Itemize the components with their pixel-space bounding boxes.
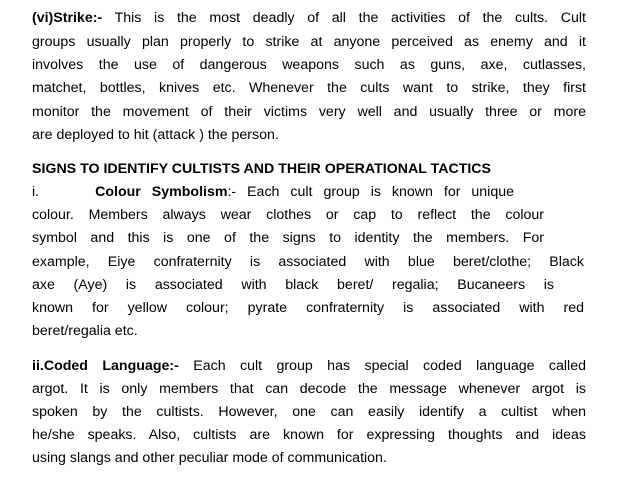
colour-symbolism-line-2: colour. Members always wear clothes or cap to reflect the colour (32, 207, 544, 223)
coded-language-line-1 (32, 355, 586, 377)
strike-paragraph-line-5: monitor the movement of their victims very well and usually three or more (32, 104, 586, 120)
strike-text: This is the most deadly of all the activities of the cults. Cult (102, 10, 586, 26)
strike-paragraph-line-1 (32, 7, 586, 29)
colour-symbolism-line-6: known for yellow colour; pyrate confraternity is associated with red (32, 300, 584, 316)
colour-symbolism-line-5: axe (Aye) is associated with black beret/ regalia; Bucaneers is (32, 277, 554, 293)
colour-symbolism-line-3: symbol and this is one of the signs to identity the members. For (32, 230, 544, 246)
coded-language-line-2: argot. It is only members that can decode the message whenever argot is (32, 381, 586, 397)
colour-symbolism-line-7: beret/regalia etc. (32, 323, 138, 339)
coded-language-text: Each cult group has special coded language called (178, 358, 586, 374)
colour-symbolism-line-4: example, Eiye confraternity is associated with blue beret/clothe; Black (32, 254, 584, 270)
signs-heading: SIGNS TO IDENTIFY CULTISTS AND THEIR OPERATIONAL TACTICS (32, 161, 492, 177)
strike-paragraph-line-3: involves the use of dangerous weapons such as guns, axe, cutlasses, (32, 57, 586, 73)
coded-language-line-4: he/she speaks. Also, cultists are known for expressing thoughts and ideas (32, 427, 586, 443)
coded-language-title: ii.Coded Language:- (32, 358, 179, 374)
strike-paragraph-line-6: are deployed to hit (attack ) the person. (32, 127, 279, 143)
coded-language-line-5: using slangs and other peculiar mode of communication. (32, 450, 387, 466)
colour-symbolism-line-1 (32, 181, 514, 203)
strike-paragraph-line-4: matchet, bottles, knives etc. Whenever the cults want to strike, they first (32, 80, 586, 96)
colour-symbolism-title: Colour Symbolism (95, 184, 228, 200)
colour-symbolism-numeral: i. (32, 184, 40, 200)
strike-paragraph-line-2: groups usually plan properly to strike at anyone perceived as enemy and it (32, 34, 586, 50)
coded-language-line-3: spoken by the cultists. However, one can easily identify a cultist when (32, 404, 586, 420)
colour-symbolism-lead: :- Each cult group is known for unique (227, 184, 514, 200)
strike-title: (vi)Strike:- (32, 10, 103, 26)
